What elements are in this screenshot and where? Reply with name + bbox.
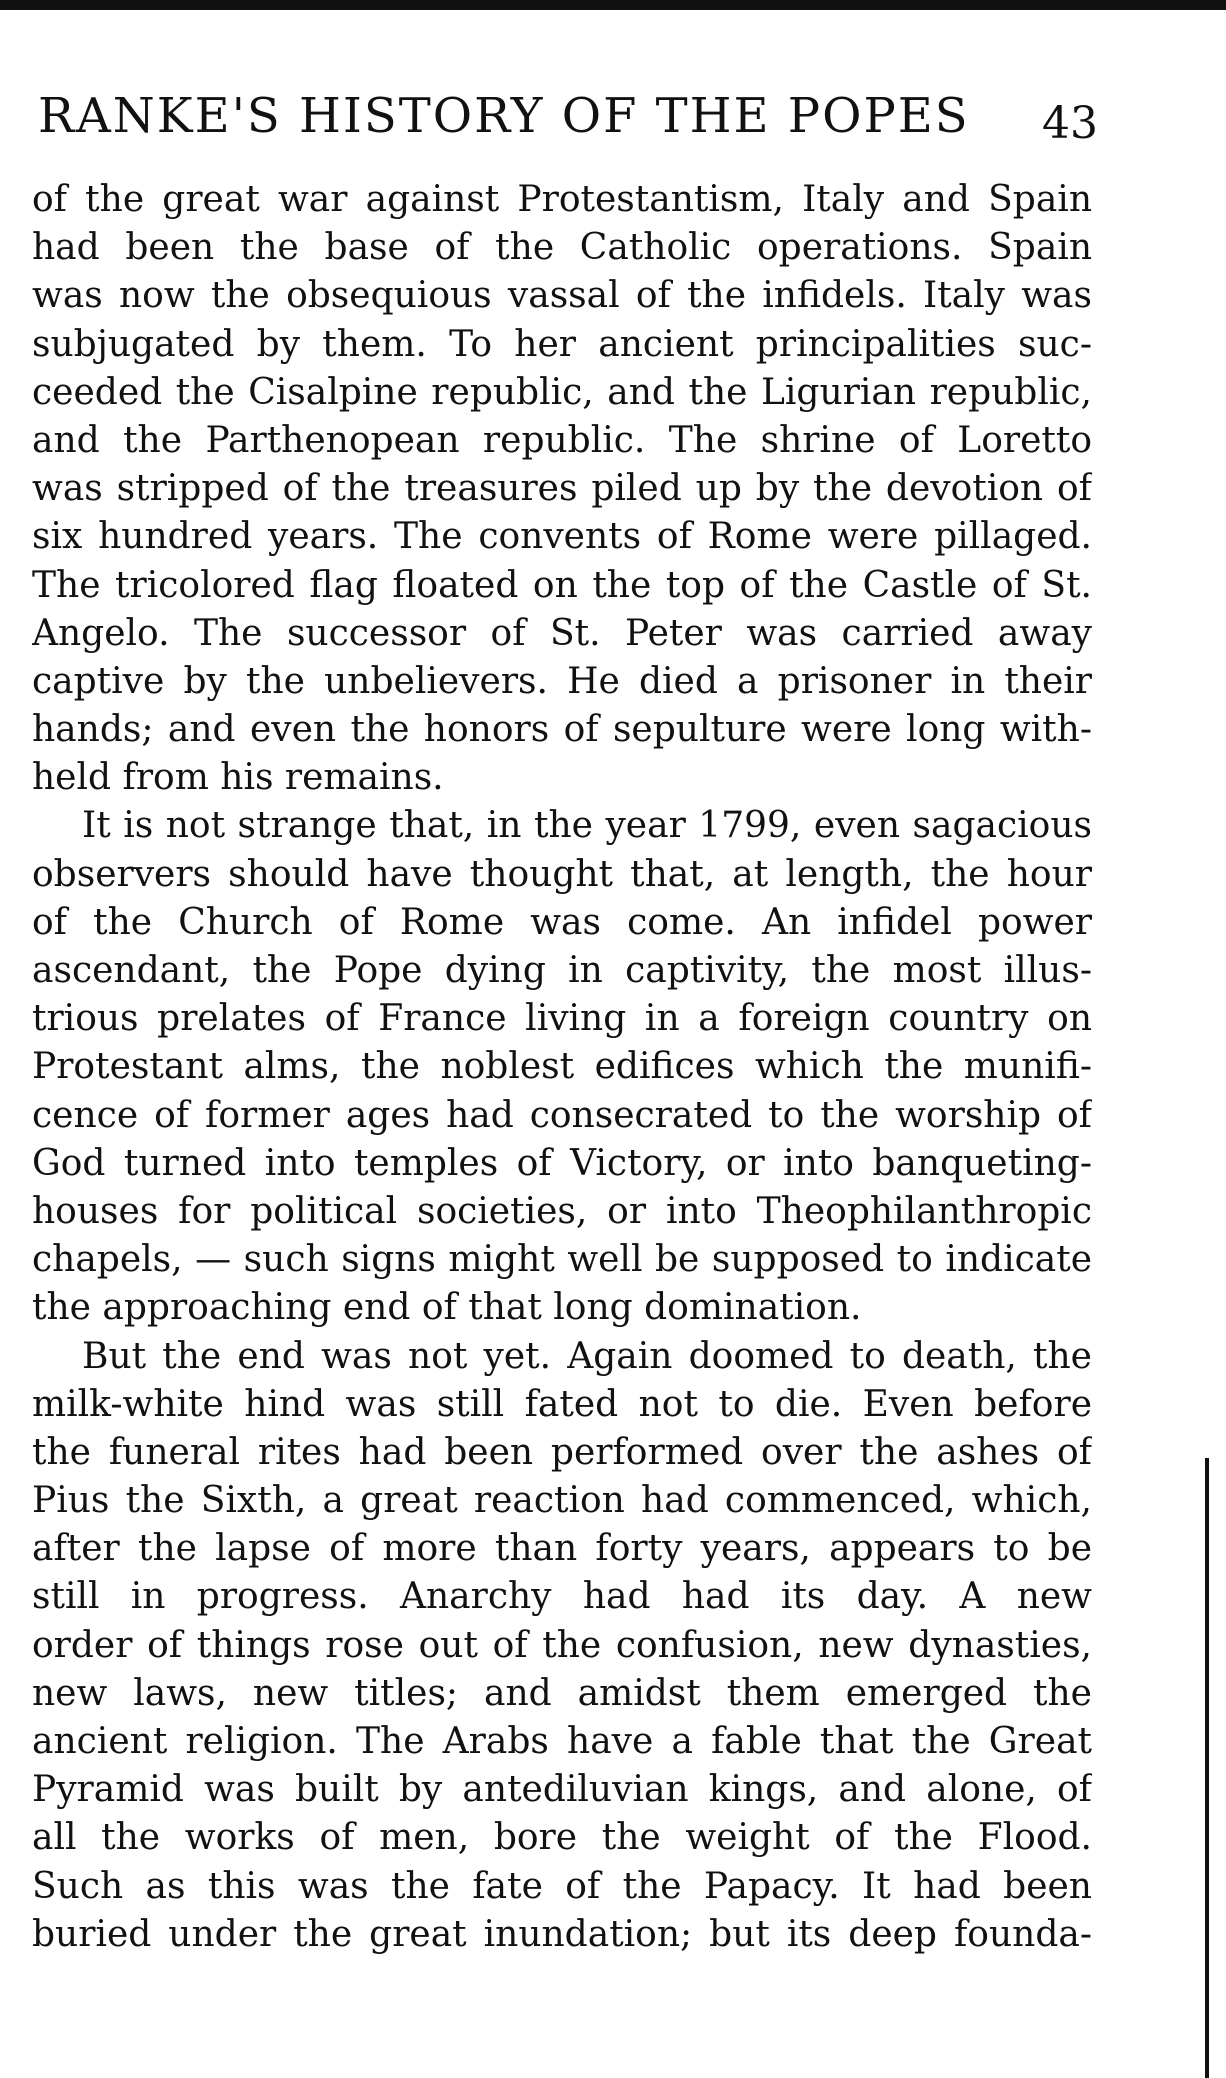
text-line: observers should have thought that, at length, the hour: [32, 853, 1092, 895]
text-line: and the Parthenopean republic. The shrine of Loretto: [32, 419, 1092, 461]
text-line: ancient religion. The Arabs have a fable that the Great: [32, 1721, 1092, 1762]
text-line: had been the base of the Catholic operations. Spain: [32, 227, 1092, 269]
page-number: 43: [1042, 98, 1098, 149]
text-line: captive by the unbelievers. He died a prisoner in their: [32, 660, 1092, 702]
paragraph-2: [32, 802, 1092, 1332]
paragraph-1: [32, 176, 1092, 802]
text-line: But the end was not yet. Again doomed to death, the: [82, 1335, 1092, 1377]
text-line: It is not strange that, in the year 1799, even sagacious: [82, 805, 1092, 847]
text-line: cence of former ages had consecrated to the worship of: [32, 1094, 1092, 1136]
text-line: new laws, new titles; and amidst them emerged the: [32, 1672, 1092, 1714]
body-text: [32, 176, 1092, 1959]
paragraph-3: [32, 1333, 1092, 1959]
text-line: Such as this was the fate of the Papacy. It had been: [32, 1865, 1092, 1907]
text-line: subjugated by them. To her ancient principalities suc-: [32, 323, 1092, 365]
text-line: the funeral rites had been performed over the ashes of: [32, 1431, 1092, 1473]
text-line: Protestant alms, the noblest edifices which the munifi-: [32, 1046, 1092, 1088]
text-line: milk-white hind was still fated not to die. Even before: [32, 1383, 1092, 1425]
right-margin-rule: [1205, 1458, 1209, 2078]
text-line: order of things rose out of the confusion, new dynasties,: [32, 1624, 1092, 1666]
text-line: buried under the great inundation; but its deep founda-: [32, 1913, 1092, 1955]
top-border-rule: [0, 0, 1226, 10]
text-line: the approaching end of that long domination.: [32, 1287, 862, 1329]
text-line: chapels, — such signs might well be supposed to indicate: [32, 1239, 1092, 1281]
text-line: Pyramid was built by antediluvian kings, and alone, of: [32, 1769, 1092, 1811]
text-line: six hundred years. The convents of Rome were pillaged.: [32, 516, 1092, 558]
text-line: all the works of men, bore the weight of the Flood.: [32, 1817, 1092, 1859]
text-line: of the great war against Protestantism, Italy and Spain: [32, 179, 1092, 220]
text-line: ceeded the Cisalpine republic, and the Ligurian republic,: [32, 371, 1092, 413]
text-line: still in progress. Anarchy had had its day. A new: [32, 1576, 1092, 1618]
page-header: [38, 88, 1098, 152]
text-line: was now the obsequious vassal of the infidels. Italy was: [32, 275, 1092, 317]
text-line: houses for political societies, or into Theophilanthropic: [32, 1190, 1092, 1232]
text-line: trious prelates of France living in a foreign country on: [32, 998, 1092, 1040]
text-line: God turned into temples of Victory, or into banqueting-: [32, 1142, 1092, 1184]
text-line: ascendant, the Pope dying in captivity, the most illus-: [32, 950, 1092, 991]
text-line: of the Church of Rome was come. An infidel power: [32, 901, 1092, 943]
text-line: Angelo. The successor of St. Peter was carried away: [32, 612, 1092, 654]
text-line: was stripped of the treasures piled up by the devotion of: [32, 468, 1092, 510]
text-line: hands; and even the honors of sepulture were long with-: [32, 709, 1092, 751]
text-line: Pius the Sixth, a great reaction had commenced, which,: [32, 1480, 1092, 1522]
running-head: RANKE'S HISTORY OF THE POPES: [38, 88, 970, 144]
text-line: after the lapse of more than forty years, appears to be: [32, 1528, 1092, 1570]
text-line: held from his remains.: [32, 757, 444, 799]
text-line: The tricolored flag floated on the top of the Castle of St.: [32, 564, 1092, 606]
